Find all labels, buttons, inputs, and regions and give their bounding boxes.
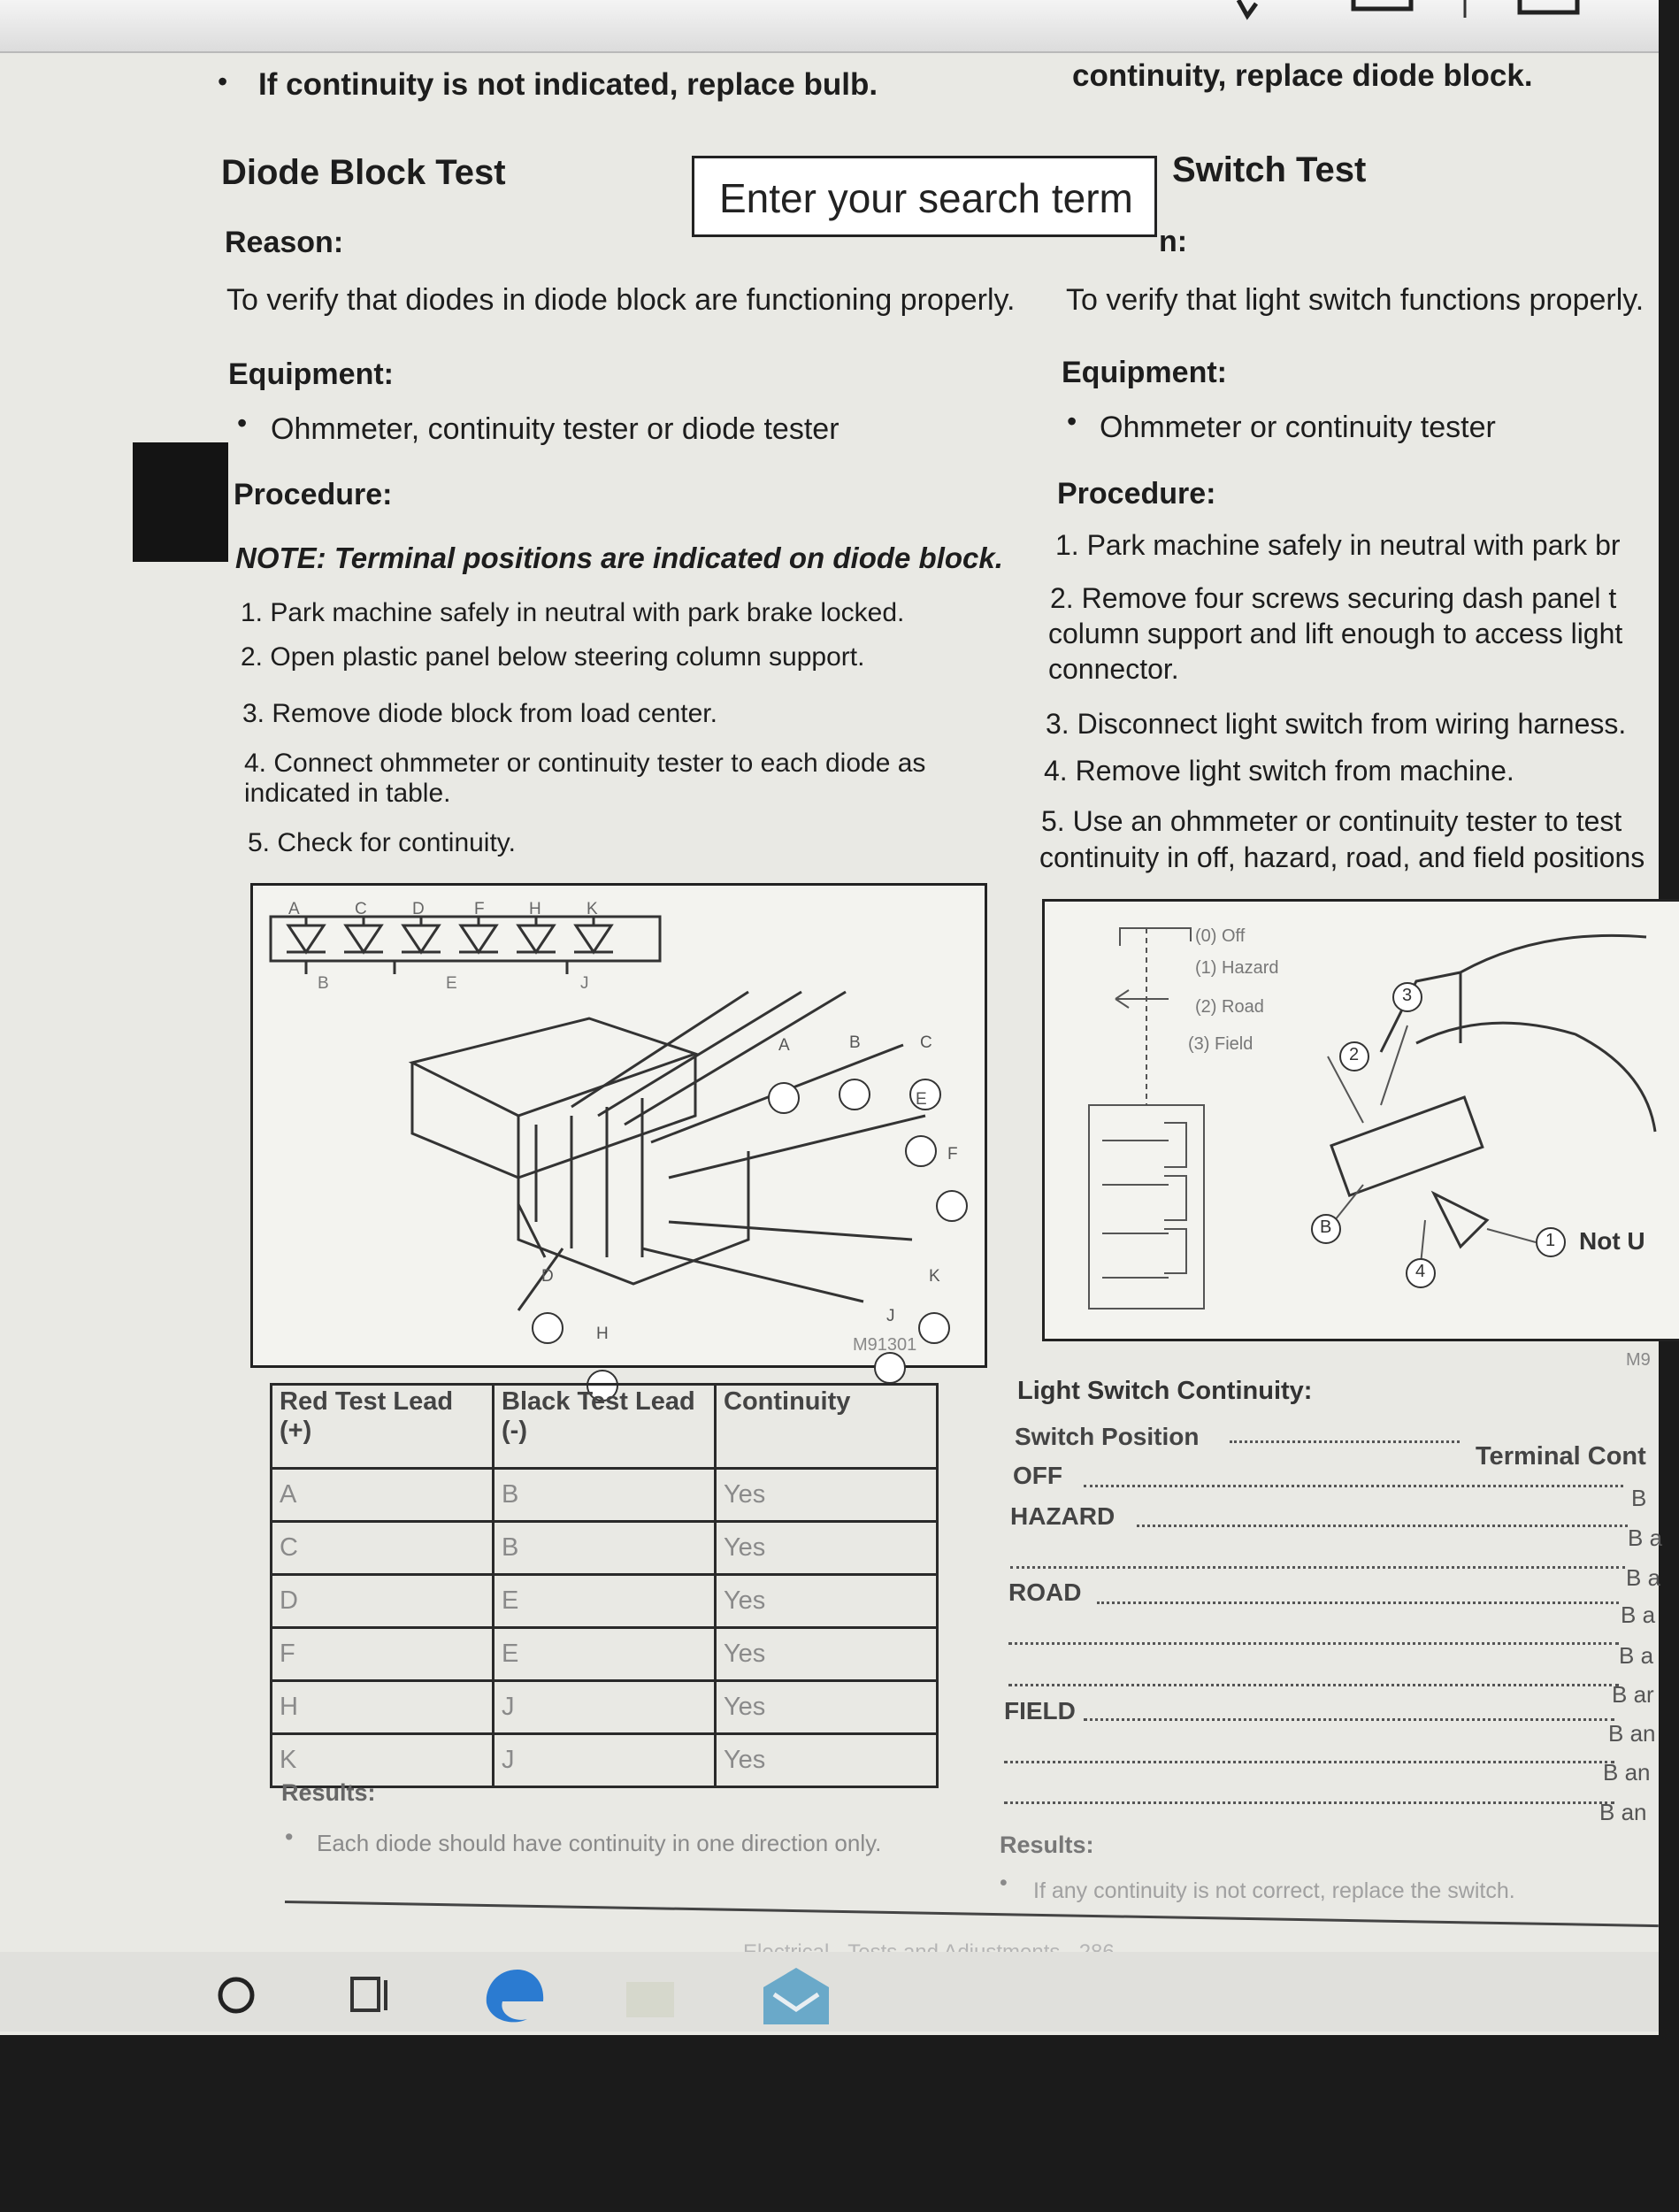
switch-position-road: (2) Road xyxy=(1195,997,1264,1017)
right-step-1: 1. Park machine safely in neutral with park br xyxy=(1055,529,1621,561)
toolbar-divider-icon xyxy=(1458,0,1476,51)
leader-dots xyxy=(1008,1684,1619,1686)
terminal-fragment: B an xyxy=(1599,1799,1647,1825)
col-switch-position: Switch Position xyxy=(1015,1423,1200,1450)
table-cell: J xyxy=(494,1681,716,1734)
left-note: NOTE: Terminal positions are indicated on diode block. xyxy=(235,541,1003,574)
callout-d: D xyxy=(541,1267,554,1286)
left-step-1: 1. Park machine safely in neutral with park brake locked. xyxy=(241,598,905,627)
callout-h: H xyxy=(596,1325,609,1343)
left-reason-text: To verify that diodes in diode block are functioning properly. xyxy=(226,283,1016,317)
terminal-fragment: B a xyxy=(1621,1601,1656,1628)
taskbar xyxy=(0,1952,1659,2032)
leader-dots xyxy=(1084,1718,1614,1721)
right-equipment-item: Ohmmeter or continuity tester xyxy=(1100,411,1496,444)
right-results-label: Results: xyxy=(1000,1832,1094,1858)
toolbar xyxy=(0,0,1659,53)
toolbar-page-icon[interactable] xyxy=(1513,0,1592,51)
diode-letter-j: J xyxy=(580,974,589,993)
diode-letter-a: A xyxy=(288,900,300,918)
callout-f: F xyxy=(947,1145,958,1164)
diode-letter-d: D xyxy=(412,900,425,918)
table-cell: B xyxy=(494,1522,716,1575)
callout-1: 1 xyxy=(1545,1231,1556,1250)
position-off: OFF xyxy=(1013,1462,1062,1489)
left-results-label: Results: xyxy=(281,1779,376,1806)
callout-k: K xyxy=(929,1267,940,1286)
table-cell: Yes xyxy=(716,1469,938,1522)
left-reason-label: Reason: xyxy=(225,226,344,259)
table-cell: K xyxy=(272,1734,494,1787)
terminal-fragment: B an xyxy=(1603,1759,1651,1786)
diode-letter-h: H xyxy=(529,900,541,918)
right-step-3: 3. Disconnect light switch from wiring harness. xyxy=(1046,708,1627,740)
left-step-3: 3. Remove diode block from load center. xyxy=(242,699,717,728)
switch-position-off: (0) Off xyxy=(1195,926,1246,946)
left-step-4: 4. Connect ohmmeter or continuity tester to each diode as xyxy=(244,749,926,778)
callout-3: 3 xyxy=(1402,986,1413,1005)
left-step-2: 2. Open plastic panel below steering column support. xyxy=(241,642,865,672)
table-cell: Yes xyxy=(716,1522,938,1575)
dark-margin-block xyxy=(133,442,228,562)
search-input[interactable]: Enter your search term xyxy=(692,156,1157,237)
bullet-dot: • xyxy=(218,65,228,97)
position-road: ROAD xyxy=(1008,1578,1082,1606)
right-step-5-cont: continuity in off, hazard, road, and field positions xyxy=(1039,841,1645,873)
leader-dots xyxy=(1137,1525,1628,1527)
diode-letter-e: E xyxy=(446,974,457,993)
figure-id-m9: M9 xyxy=(1626,1350,1651,1370)
figure-id-m91301: M91301 xyxy=(853,1335,917,1355)
leader-dots xyxy=(1008,1642,1619,1645)
callout-e: E xyxy=(916,1090,927,1109)
table-cell: H xyxy=(272,1681,494,1734)
table-row xyxy=(272,1628,938,1681)
callout-b-switch: B xyxy=(1320,1217,1332,1237)
switch-position-hazard: (1) Hazard xyxy=(1195,958,1279,978)
leader-dots xyxy=(1230,1440,1460,1443)
store-icon[interactable] xyxy=(756,1961,836,2032)
right-procedure-label: Procedure: xyxy=(1057,477,1216,511)
callout-c: C xyxy=(920,1033,932,1052)
callout-2: 2 xyxy=(1349,1045,1360,1064)
toolbar-edit-icon[interactable] xyxy=(1221,0,1274,51)
callout-b: B xyxy=(849,1033,861,1052)
bullet-dot: • xyxy=(1067,405,1077,437)
terminal-fragment: B a xyxy=(1628,1525,1663,1551)
table-cell: E xyxy=(494,1628,716,1681)
callout-a: A xyxy=(778,1036,790,1055)
task-view-icon[interactable] xyxy=(347,1971,400,2021)
left-procedure-label: Procedure: xyxy=(234,478,393,511)
top-left-bullet: If continuity is not indicated, replace bulb. xyxy=(258,67,878,102)
manual-page xyxy=(0,51,1663,1998)
terminal-fragment: B a xyxy=(1626,1564,1661,1591)
light-switch-drawing xyxy=(1045,902,1664,1339)
terminal-fragment: B an xyxy=(1608,1720,1656,1747)
right-step-5: 5. Use an ohmmeter or continuity tester to test xyxy=(1041,805,1622,837)
left-equipment-item: Ohmmeter, continuity tester or diode tester xyxy=(271,412,840,446)
table-cell: Yes xyxy=(716,1575,938,1628)
table-cell: C xyxy=(272,1522,494,1575)
table-cell: Yes xyxy=(716,1628,938,1681)
switch-position-field: (3) Field xyxy=(1188,1034,1254,1054)
table-cell: E xyxy=(494,1575,716,1628)
col-terminal-continuity: Terminal Cont xyxy=(1476,1442,1646,1471)
right-title: Switch Test xyxy=(1172,150,1367,189)
page-bottom-rule xyxy=(285,1901,1659,1927)
left-equipment-label: Equipment: xyxy=(228,357,394,391)
search-circle-icon[interactable] xyxy=(214,1973,258,2017)
left-results-text: Each diode should have continuity in one direction only. xyxy=(317,1830,882,1856)
diode-letter-c: C xyxy=(355,900,367,918)
toolbar-box-icon[interactable] xyxy=(1349,0,1420,51)
table-cell: Yes xyxy=(716,1734,938,1787)
table-header-red: Red Test Lead (+) xyxy=(272,1385,494,1469)
file-explorer-icon[interactable] xyxy=(619,1966,681,2028)
table-row xyxy=(272,1575,938,1628)
position-field: FIELD xyxy=(1004,1697,1076,1724)
table-cell: A xyxy=(272,1469,494,1522)
leader-dots xyxy=(1097,1601,1619,1604)
light-switch-diagram xyxy=(1042,899,1679,1341)
not-used-label: Not U xyxy=(1579,1227,1645,1255)
diode-letter-k: K xyxy=(586,900,598,918)
callout-4: 4 xyxy=(1415,1262,1426,1281)
table-row xyxy=(272,1469,938,1522)
table-header-black: Black Test Lead (-) xyxy=(494,1385,716,1469)
left-step-4-cont: indicated in table. xyxy=(244,779,451,808)
terminal-fragment: B ar xyxy=(1612,1681,1654,1708)
leader-dots xyxy=(1010,1566,1625,1569)
diode-block-drawing xyxy=(253,886,985,1365)
terminal-fragment: B xyxy=(1631,1485,1647,1511)
diode-block-diagram xyxy=(250,883,987,1368)
left-title: Diode Block Test xyxy=(221,153,506,192)
bullet-dot: • xyxy=(285,1824,294,1850)
right-equipment-label: Equipment: xyxy=(1062,356,1227,389)
continuity-title: Light Switch Continuity: xyxy=(1017,1377,1313,1405)
right-reason-label-fragment: n: xyxy=(1159,225,1188,258)
bullet-dot: • xyxy=(237,407,248,439)
bullet-dot: • xyxy=(1000,1870,1008,1895)
top-right-text: continuity, replace diode block. xyxy=(1072,58,1533,93)
leader-dots xyxy=(1004,1761,1614,1763)
leader-dots xyxy=(1084,1485,1623,1487)
leader-dots xyxy=(1004,1801,1614,1804)
diode-letter-b: B xyxy=(318,974,329,993)
right-step-2-cont2: connector. xyxy=(1048,653,1179,685)
table-row xyxy=(272,1522,938,1575)
right-step-4: 4. Remove light switch from machine. xyxy=(1044,755,1514,787)
left-step-5: 5. Check for continuity. xyxy=(248,828,516,857)
terminal-fragment: B a xyxy=(1619,1642,1654,1669)
right-step-2: 2. Remove four screws securing dash panel t xyxy=(1050,582,1617,614)
right-step-2-cont: column support and lift enough to access light xyxy=(1048,618,1623,649)
right-results-text: If any continuity is not correct, replace the switch. xyxy=(1033,1878,1515,1903)
edge-browser-icon[interactable] xyxy=(478,1961,557,2032)
diode-continuity-table xyxy=(270,1383,939,1788)
table-header-continuity: Continuity xyxy=(716,1385,938,1469)
table-cell: D xyxy=(272,1575,494,1628)
position-hazard: HAZARD xyxy=(1010,1502,1116,1530)
callout-j: J xyxy=(886,1307,895,1325)
table-cell: Yes xyxy=(716,1681,938,1734)
table-cell: J xyxy=(494,1734,716,1787)
table-cell: B xyxy=(494,1469,716,1522)
diode-letter-f: F xyxy=(474,900,485,918)
table-row xyxy=(272,1681,938,1734)
table-cell: F xyxy=(272,1628,494,1681)
right-reason-text: To verify that light switch functions properly. xyxy=(1066,283,1644,317)
